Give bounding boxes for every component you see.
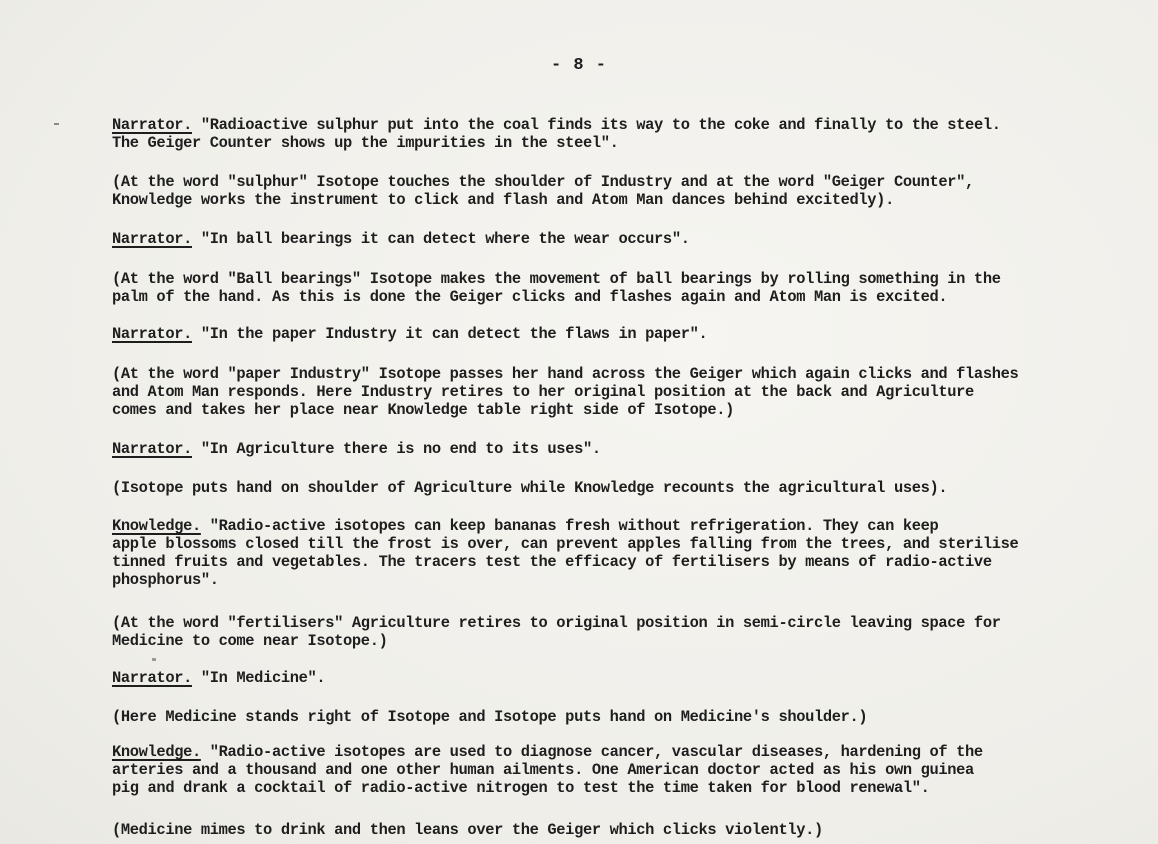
line-text: tinned fruits and vegetables. The tracers test the efficacy of fertilisers by means of radio-active bbox=[112, 553, 992, 571]
script-passage bbox=[112, 440, 1122, 458]
text-line bbox=[112, 191, 1122, 209]
text-line bbox=[112, 270, 1122, 288]
text-line bbox=[112, 553, 1122, 571]
line-text: and Atom Man responds. Here Industry retires to her original position at the back and Agriculture bbox=[112, 383, 974, 401]
text-line bbox=[112, 571, 1122, 589]
line-text: "In Medicine". bbox=[191, 669, 326, 687]
stage-direction bbox=[112, 821, 1122, 839]
text-line bbox=[112, 708, 1122, 726]
text-line bbox=[112, 173, 1122, 191]
text-line bbox=[112, 761, 1122, 779]
text-line bbox=[112, 230, 1122, 248]
text-line bbox=[112, 614, 1122, 632]
script-passage bbox=[112, 743, 1122, 797]
line-text: Knowledge works the instrument to click and flash and Atom Man dances behind excitedly). bbox=[112, 191, 894, 209]
line-text: "Radio-active isotopes can keep bananas fresh without refrigeration. They can keep bbox=[200, 517, 939, 535]
line-text: The Geiger Counter shows up the impurities in the steel". bbox=[112, 134, 619, 152]
speaker-label: Narrator. bbox=[112, 325, 192, 343]
script-passage bbox=[112, 325, 1122, 343]
line-text: (At the word "fertilisers" Agriculture retires to original position in semi-circle leaving space for bbox=[112, 614, 1001, 632]
line-text: "In ball bearings it can detect where the wear occurs". bbox=[191, 230, 690, 248]
text-line bbox=[112, 325, 1122, 343]
line-text: Medicine to come near Isotope.) bbox=[112, 632, 388, 650]
line-text: "Radio-active isotopes are used to diagnose cancer, vascular diseases, hardening of the bbox=[200, 743, 983, 761]
script-passage bbox=[112, 669, 1122, 687]
speaker-label: Narrator. bbox=[112, 230, 192, 248]
text-line bbox=[112, 383, 1122, 401]
line-text: (Medicine mimes to drink and then leans over the Geiger which clicks violently.) bbox=[112, 821, 823, 839]
text-line bbox=[112, 134, 1122, 152]
line-text: apple blossoms closed till the frost is over, can prevent apples falling from the trees, and sterilise bbox=[112, 535, 1019, 553]
page-number: - 8 - bbox=[550, 56, 607, 75]
text-line bbox=[112, 401, 1122, 419]
line-text: pig and drank a cocktail of radio-active nitrogen to test the time taken for blood renewal". bbox=[112, 779, 930, 797]
speaker-label: Knowledge. bbox=[112, 743, 201, 761]
text-line bbox=[112, 632, 1122, 650]
text-line bbox=[112, 365, 1122, 383]
line-text: "In the paper Industry it can detect the flaws in paper". bbox=[191, 325, 708, 343]
stray-mark bbox=[54, 123, 59, 125]
line-text: (At the word "Ball bearings" Isotope makes the movement of ball bearings by rolling something in the bbox=[112, 270, 1001, 288]
stage-direction bbox=[112, 365, 1122, 419]
line-text: (Isotope puts hand on shoulder of Agriculture while Knowledge recounts the agricultural uses). bbox=[112, 479, 948, 497]
text-line bbox=[112, 440, 1122, 458]
line-text: "Radioactive sulphur put into the coal finds its way to the coke and finally to the steel. bbox=[191, 116, 1001, 134]
text-line bbox=[112, 288, 1122, 306]
line-text: arteries and a thousand and one other human ailments. One American doctor acted as his own guinea bbox=[112, 761, 974, 779]
line-text: "In Agriculture there is no end to its uses". bbox=[191, 440, 601, 458]
script-passage bbox=[112, 116, 1122, 152]
speaker-label: Narrator. bbox=[112, 669, 192, 687]
line-text: comes and takes her place near Knowledge table right side of Isotope.) bbox=[112, 401, 735, 419]
line-text: (At the word "paper Industry" Isotope passes her hand across the Geiger which again clicks and flashes bbox=[112, 365, 1019, 383]
text-line bbox=[112, 821, 1122, 839]
line-text: (Here Medicine stands right of Isotope and Isotope puts hand on Medicine's shoulder.) bbox=[112, 708, 868, 726]
speaker-label: Knowledge. bbox=[112, 517, 201, 535]
stage-direction bbox=[112, 708, 1122, 726]
stage-direction bbox=[112, 270, 1122, 306]
speaker-label: Narrator. bbox=[112, 116, 192, 134]
text-line bbox=[112, 535, 1122, 553]
text-line bbox=[112, 743, 1122, 761]
stage-direction bbox=[112, 614, 1122, 650]
stray-mark bbox=[152, 658, 156, 661]
script-passage bbox=[112, 517, 1122, 589]
line-text: palm of the hand. As this is done the Geiger clicks and flashes again and Atom Man is excited. bbox=[112, 288, 948, 306]
script-passage bbox=[112, 230, 1122, 248]
line-text: phosphorus". bbox=[112, 571, 219, 589]
stage-direction bbox=[112, 173, 1122, 209]
text-line bbox=[112, 669, 1122, 687]
text-line bbox=[112, 116, 1122, 134]
stage-direction bbox=[112, 479, 1122, 497]
line-text: (At the word "sulphur" Isotope touches the shoulder of Industry and at the word "Geiger Counter", bbox=[112, 173, 974, 191]
speaker-label: Narrator. bbox=[112, 440, 192, 458]
text-line bbox=[112, 779, 1122, 797]
text-line bbox=[112, 479, 1122, 497]
text-line bbox=[112, 517, 1122, 535]
